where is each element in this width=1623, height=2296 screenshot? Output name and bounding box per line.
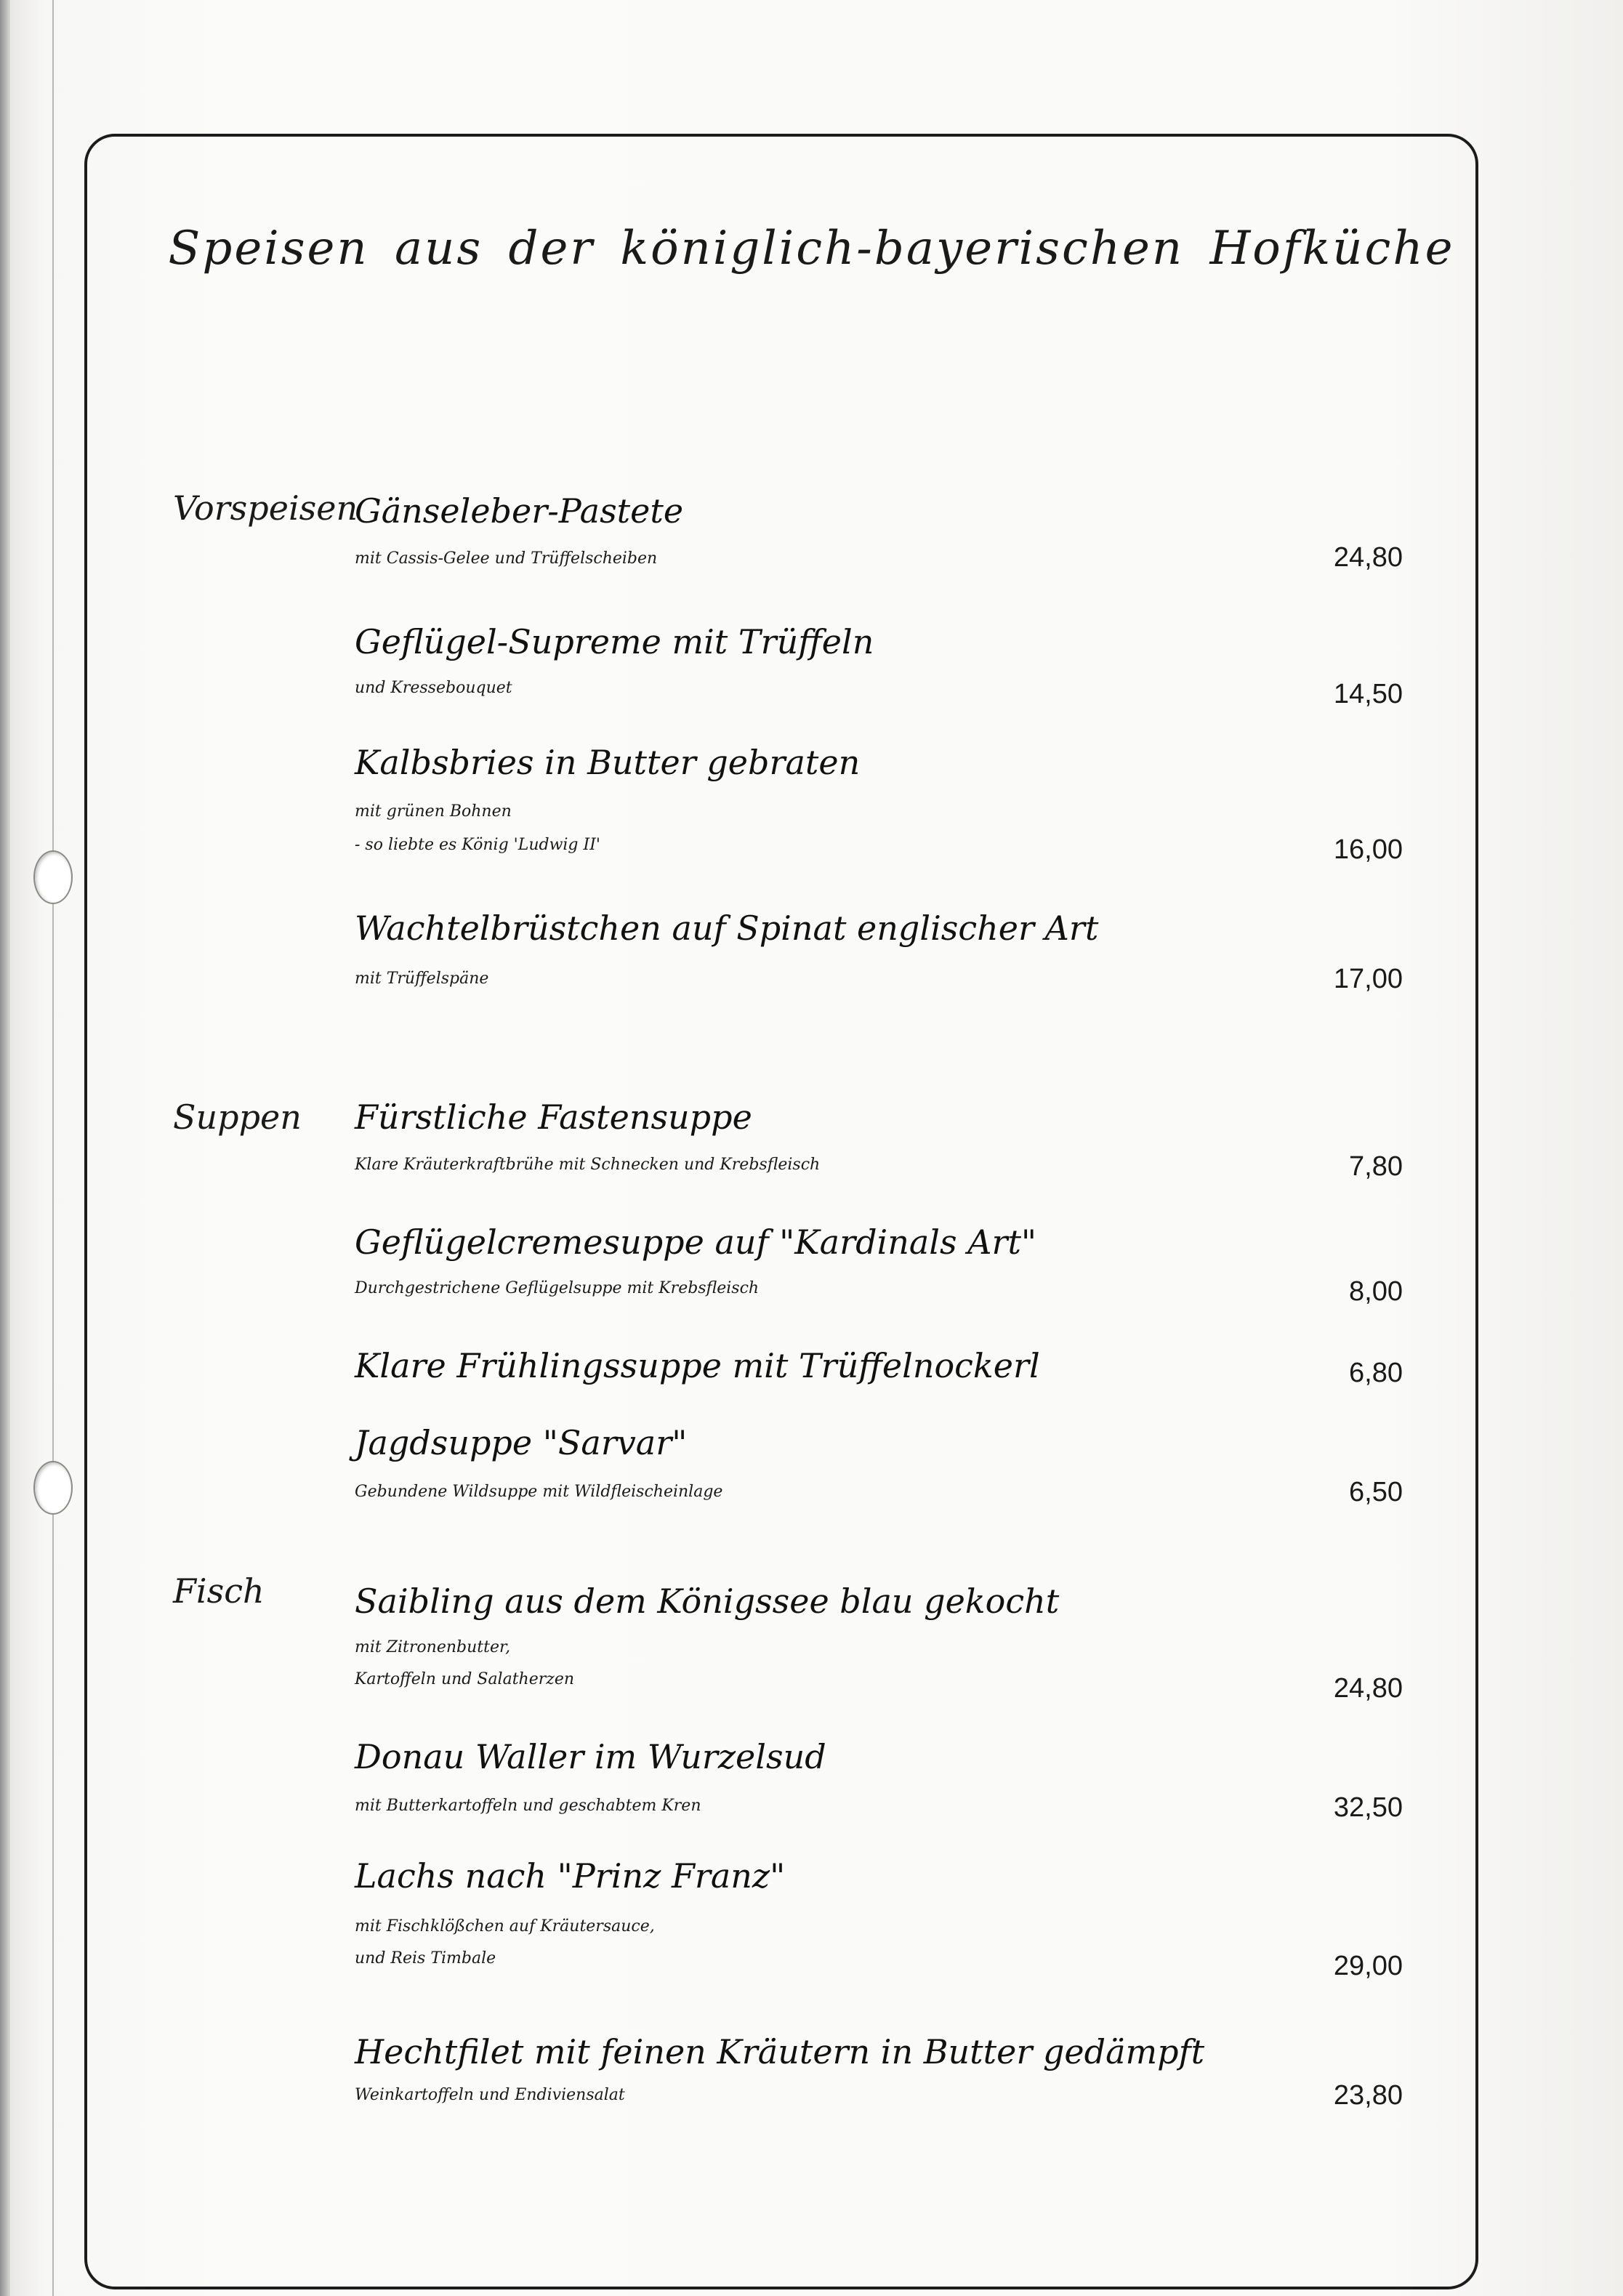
dish-price: 6,50 <box>1349 1477 1403 1507</box>
dish-description: mit Butterkartoffeln und geschabtem Kren <box>355 1797 701 1815</box>
dish-description: mit Trüffelspäne <box>355 970 489 988</box>
dish-price: 24,80 <box>1333 542 1403 573</box>
dish-price: 23,80 <box>1333 2080 1403 2111</box>
dish-price: 17,00 <box>1333 964 1403 994</box>
dish-name: Geflügelcremesuppe auf "Kardinals Art" <box>355 1222 1037 1262</box>
dish-price: 8,00 <box>1349 1276 1403 1307</box>
page-title: Speisen aus der königlich-bayerischen Hofküche <box>168 222 1455 275</box>
dish-name: Donau Waller im Wurzelsud <box>355 1737 826 1776</box>
underlying-page-edge <box>52 0 54 2296</box>
dish-description: mit Zitronenbutter, <box>355 1638 511 1656</box>
dish-description: und Reis Timbale <box>355 1949 496 1967</box>
dish-description: - so liebte es König 'Ludwig II' <box>355 836 600 854</box>
dish-description: Klare Kräuterkraftbrühe mit Schnecken und Krebsfleisch <box>355 1156 821 1174</box>
section-label-vorspeisen: Vorspeisen <box>173 488 358 528</box>
dish-description: mit grünen Bohnen <box>355 802 512 821</box>
dish-description: mit Cassis-Gelee und Trüffelscheiben <box>355 549 658 568</box>
dish-name: Hechtfilet mit feinen Kräutern in Butter gedämpft <box>355 2032 1205 2071</box>
page-edge-shadow <box>0 0 10 2296</box>
punch-hole-icon <box>33 850 73 904</box>
dish-name: Kalbsbries in Butter gebraten <box>355 743 861 782</box>
dish-description: Weinkartoffeln und Endiviensalat <box>355 2086 625 2104</box>
dish-price: 14,50 <box>1333 679 1403 709</box>
dish-name: Jagdsuppe "Sarvar" <box>355 1423 688 1462</box>
dish-name: Klare Frühlingssuppe mit Trüffelnockerl <box>355 1346 1040 1385</box>
section-label-suppen: Suppen <box>173 1097 302 1137</box>
dish-description: Gebundene Wildsuppe mit Wildfleischeinlage <box>355 1483 723 1501</box>
dish-name: Wachtelbrüstchen auf Spinat englischer Art <box>355 909 1099 948</box>
punch-hole-icon <box>33 1461 73 1515</box>
dish-price: 7,80 <box>1349 1151 1403 1182</box>
section-label-fisch: Fisch <box>173 1571 265 1611</box>
dish-description: Durchgestrichene Geflügelsuppe mit Krebsfleisch <box>355 1279 760 1297</box>
dish-price: 32,50 <box>1333 1792 1403 1823</box>
dish-description: und Kressebouquet <box>355 679 512 697</box>
dish-name: Lachs nach "Prinz Franz" <box>355 1856 786 1896</box>
dish-price: 29,00 <box>1333 1951 1403 1981</box>
dish-name: Fürstliche Fastensuppe <box>355 1097 752 1137</box>
dish-description: Kartoffeln und Salatherzen <box>355 1670 575 1688</box>
dish-name: Gänseleber-Pastete <box>355 491 684 531</box>
dish-price: 6,80 <box>1349 1358 1403 1388</box>
dish-description: mit Fischklößchen auf Kräutersauce, <box>355 1917 655 1936</box>
dish-name: Geflügel-Supreme mit Trüffeln <box>355 622 874 661</box>
dish-price: 16,00 <box>1333 834 1403 865</box>
dish-price: 24,80 <box>1333 1673 1403 1704</box>
dish-name: Saibling aus dem Königssee blau gekocht <box>355 1582 1060 1621</box>
